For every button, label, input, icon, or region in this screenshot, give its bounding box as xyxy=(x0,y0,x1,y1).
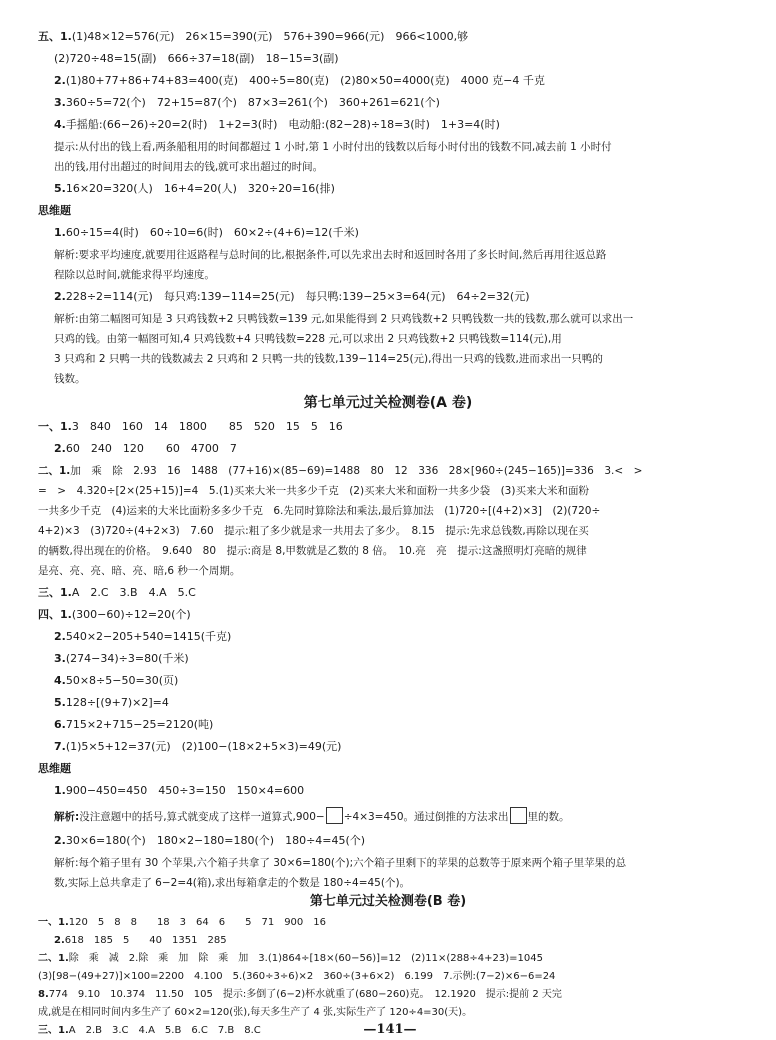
line: 2.618 185 5 40 1351 285 xyxy=(54,935,227,946)
line: 1.900−450=450 450÷3=150 150×4=600 xyxy=(54,784,305,797)
line: 一共多少千克 (4)运来的大米比面粉多多少千克 6.先同时算除法和乘法,最后算加法 (1)720÷[(4+2)×3] (2)(720÷ xyxy=(38,505,601,517)
line: 5.16×20=320(人) 16+4=20(人) 320÷20=16(排) xyxy=(54,182,335,195)
blank-box xyxy=(510,807,527,824)
page-number: —141— xyxy=(330,1022,450,1037)
analysis-line: 只鸡的钱。由第一幅图可知,4 只鸡钱数+4 只鸭钱数=228 元,可以求出 2 只鸡钱数+2 只鸭钱数=114(元),用 xyxy=(54,333,562,345)
line: 2.60 240 120 60 4700 7 xyxy=(54,442,237,455)
line: 的辆数,得出现在的价格。 9.640 80 提示:商是 8,甲数就是乙数的 8 倍。 10.亮 亮 提示:这盏照明灯亮暗的规律 xyxy=(38,545,587,557)
section-subtitle: 思维题 xyxy=(38,762,71,775)
analysis-line: 3 只鸡和 2 只鸭一共的钱数减去 2 只鸡和 2 只鸭一共的钱数,139−114=25(元),得出一只鸡的钱数,进而求出一只鸭的 xyxy=(54,353,603,365)
line: (2)720÷48=15(副) 666÷37=18(副) 18−15=3(副) xyxy=(54,52,339,65)
line: 4.手摇船:(66−26)÷20=2(时) 1+2=3(时) 电动船:(82−28)÷18=3(时) 1+3=4(时) xyxy=(54,118,500,131)
line: 8.774 9.10 10.374 11.50 105 提示:多倒了(6−2)杯水就重了(680−260)克。 12.1920 提示:提前 2 天完 xyxy=(38,989,562,1000)
line: 一、1.3 840 160 14 1800 85 520 15 5 16 xyxy=(38,420,343,433)
line: (3)[98−(49+27)]×100=2200 4.100 5.(360÷3÷6)×2 360÷(3+6×2) 6.199 7.示例:(7−2)×6−6=24 xyxy=(38,971,556,982)
hint-line: 出的钱,用付出超过的时间用去的钱,就可求出超过的时间。 xyxy=(54,161,324,173)
analysis-line: 程除以总时间,就能求得平均速度。 xyxy=(54,269,215,281)
line: 5.128÷[(9+7)×2]=4 xyxy=(54,696,169,709)
line: 成,就是在相同时间内多生产了 60×2=120(张),每天多生产了 4 张,实际生产了 120÷4=30(天)。 xyxy=(38,1007,473,1018)
line: 一、1.120 5 8 8 18 3 64 6 5 71 900 16 xyxy=(38,917,327,928)
analysis-line: 解析:由第二幅图可知是 3 只鸡钱数+2 只鸭钱数=139 元,如果能得到 2 只鸡钱数+2 只鸭钱数一共的钱数,那么就可以求出一 xyxy=(54,313,634,325)
analysis-line-with-boxes: 解析:没注意题中的括号,算式就变成了这样一道算式,900− ÷4×3=450。通过倒推的方法求出 里的数。 xyxy=(38,806,750,828)
line: 4.50×8÷5−50=30(页) xyxy=(54,674,179,687)
line: 是亮、亮、亮、暗、亮、暗,6 秒一个周期。 xyxy=(38,565,241,577)
line: 四、1.(300−60)÷12=20(个) xyxy=(38,608,191,621)
line: 6.715×2+715−25=2120(吨) xyxy=(54,718,214,731)
analysis-line: 解析:每个箱子里有 30 个苹果,六个箱子共拿了 30×6=180(个);六个箱子里剩下的苹果的总数等于原来两个箱子里苹果的总 xyxy=(54,857,627,869)
line: 2.(1)80+77+86+74+83=400(克) 400÷5=80(克) (2)80×50=4000(克) 4000 克−4 千克 xyxy=(54,74,545,87)
analysis-line: 数,实际上总共拿走了 6−2=4(箱),求出每箱拿走的个数是 180÷4=45(个)。 xyxy=(54,877,411,889)
line: 3.360÷5=72(个) 72+15=87(个) 87×3=261(个) 360+261=621(个) xyxy=(54,96,440,109)
section-title-b: 第七单元过关检测卷(B 卷) xyxy=(309,894,467,909)
analysis-line: 解析:要求平均速度,就要用往返路程与总时间的比,根据条件,可以先求出去时和返回时各用了多长时间,然后再用往返总路 xyxy=(54,249,607,261)
section-subtitle: 思维题 xyxy=(38,204,71,217)
line: 4+2)×3 (3)720÷(4+2×3) 7.60 提示:粗了多少就是求一共用去了多少。 8.15 提示:先求总钱数,再除以现在买 xyxy=(38,525,589,537)
analysis-line: 钱数。 xyxy=(54,373,86,385)
line: 1.60÷15=4(时) 60÷10=6(时) 60×2÷(4+6)=12(千米) xyxy=(54,226,359,239)
line: 2.540×2−205+540=1415(千克) xyxy=(54,630,232,643)
line: 2.228÷2=114(元) 每只鸡:139−114=25(元) 每只鸭:139−25×3=64(元) 64÷2=32(元) xyxy=(54,290,530,303)
line: 二、1.加 乘 除 2.93 16 1488 (77+16)×(85−69)=1488 80 12 336 28×[960÷(245−165)]=336 3.< > xyxy=(38,465,643,477)
line: 二、1.除 乘 减 2.除 乘 加 除 乘 加 3.(1)864÷[18×(60−56)]=12 (2)11×(288÷4+23)=1045 xyxy=(38,953,543,964)
line: 三、1.A 2.C 3.B 4.A 5.C xyxy=(38,586,196,599)
blank-box xyxy=(326,807,343,824)
line: 7.(1)5×5+12=37(元) (2)100−(18×2+5×3)=49(元) xyxy=(54,740,342,753)
section-title-a: 第七单元过关检测卷(A 卷) xyxy=(303,395,473,411)
line: = > 4.320÷[2×(25+15)]=4 5.(1)买来大米一共多少千克 (2)买来大米和面粉一共多少袋 (3)买来大米和面粉 xyxy=(38,485,589,497)
line: 三、1.A 2.B 3.C 4.A 5.B 6.C 7.B 8.C xyxy=(38,1025,261,1036)
line: 五、1.(1)48×12=576(元) 26×15=390(元) 576+390=966(元) 966<1000,够 xyxy=(38,30,469,43)
line: 3.(274−34)÷3=80(千米) xyxy=(54,652,189,665)
line: 2.30×6=180(个) 180×2−180=180(个) 180÷4=45(个) xyxy=(54,834,366,847)
hint-line: 提示:从付出的钱上看,两条船租用的时间都超过 1 小时,第 1 小时付出的钱数以后每小时付出的钱数不同,减去前 1 小时付 xyxy=(54,141,612,153)
